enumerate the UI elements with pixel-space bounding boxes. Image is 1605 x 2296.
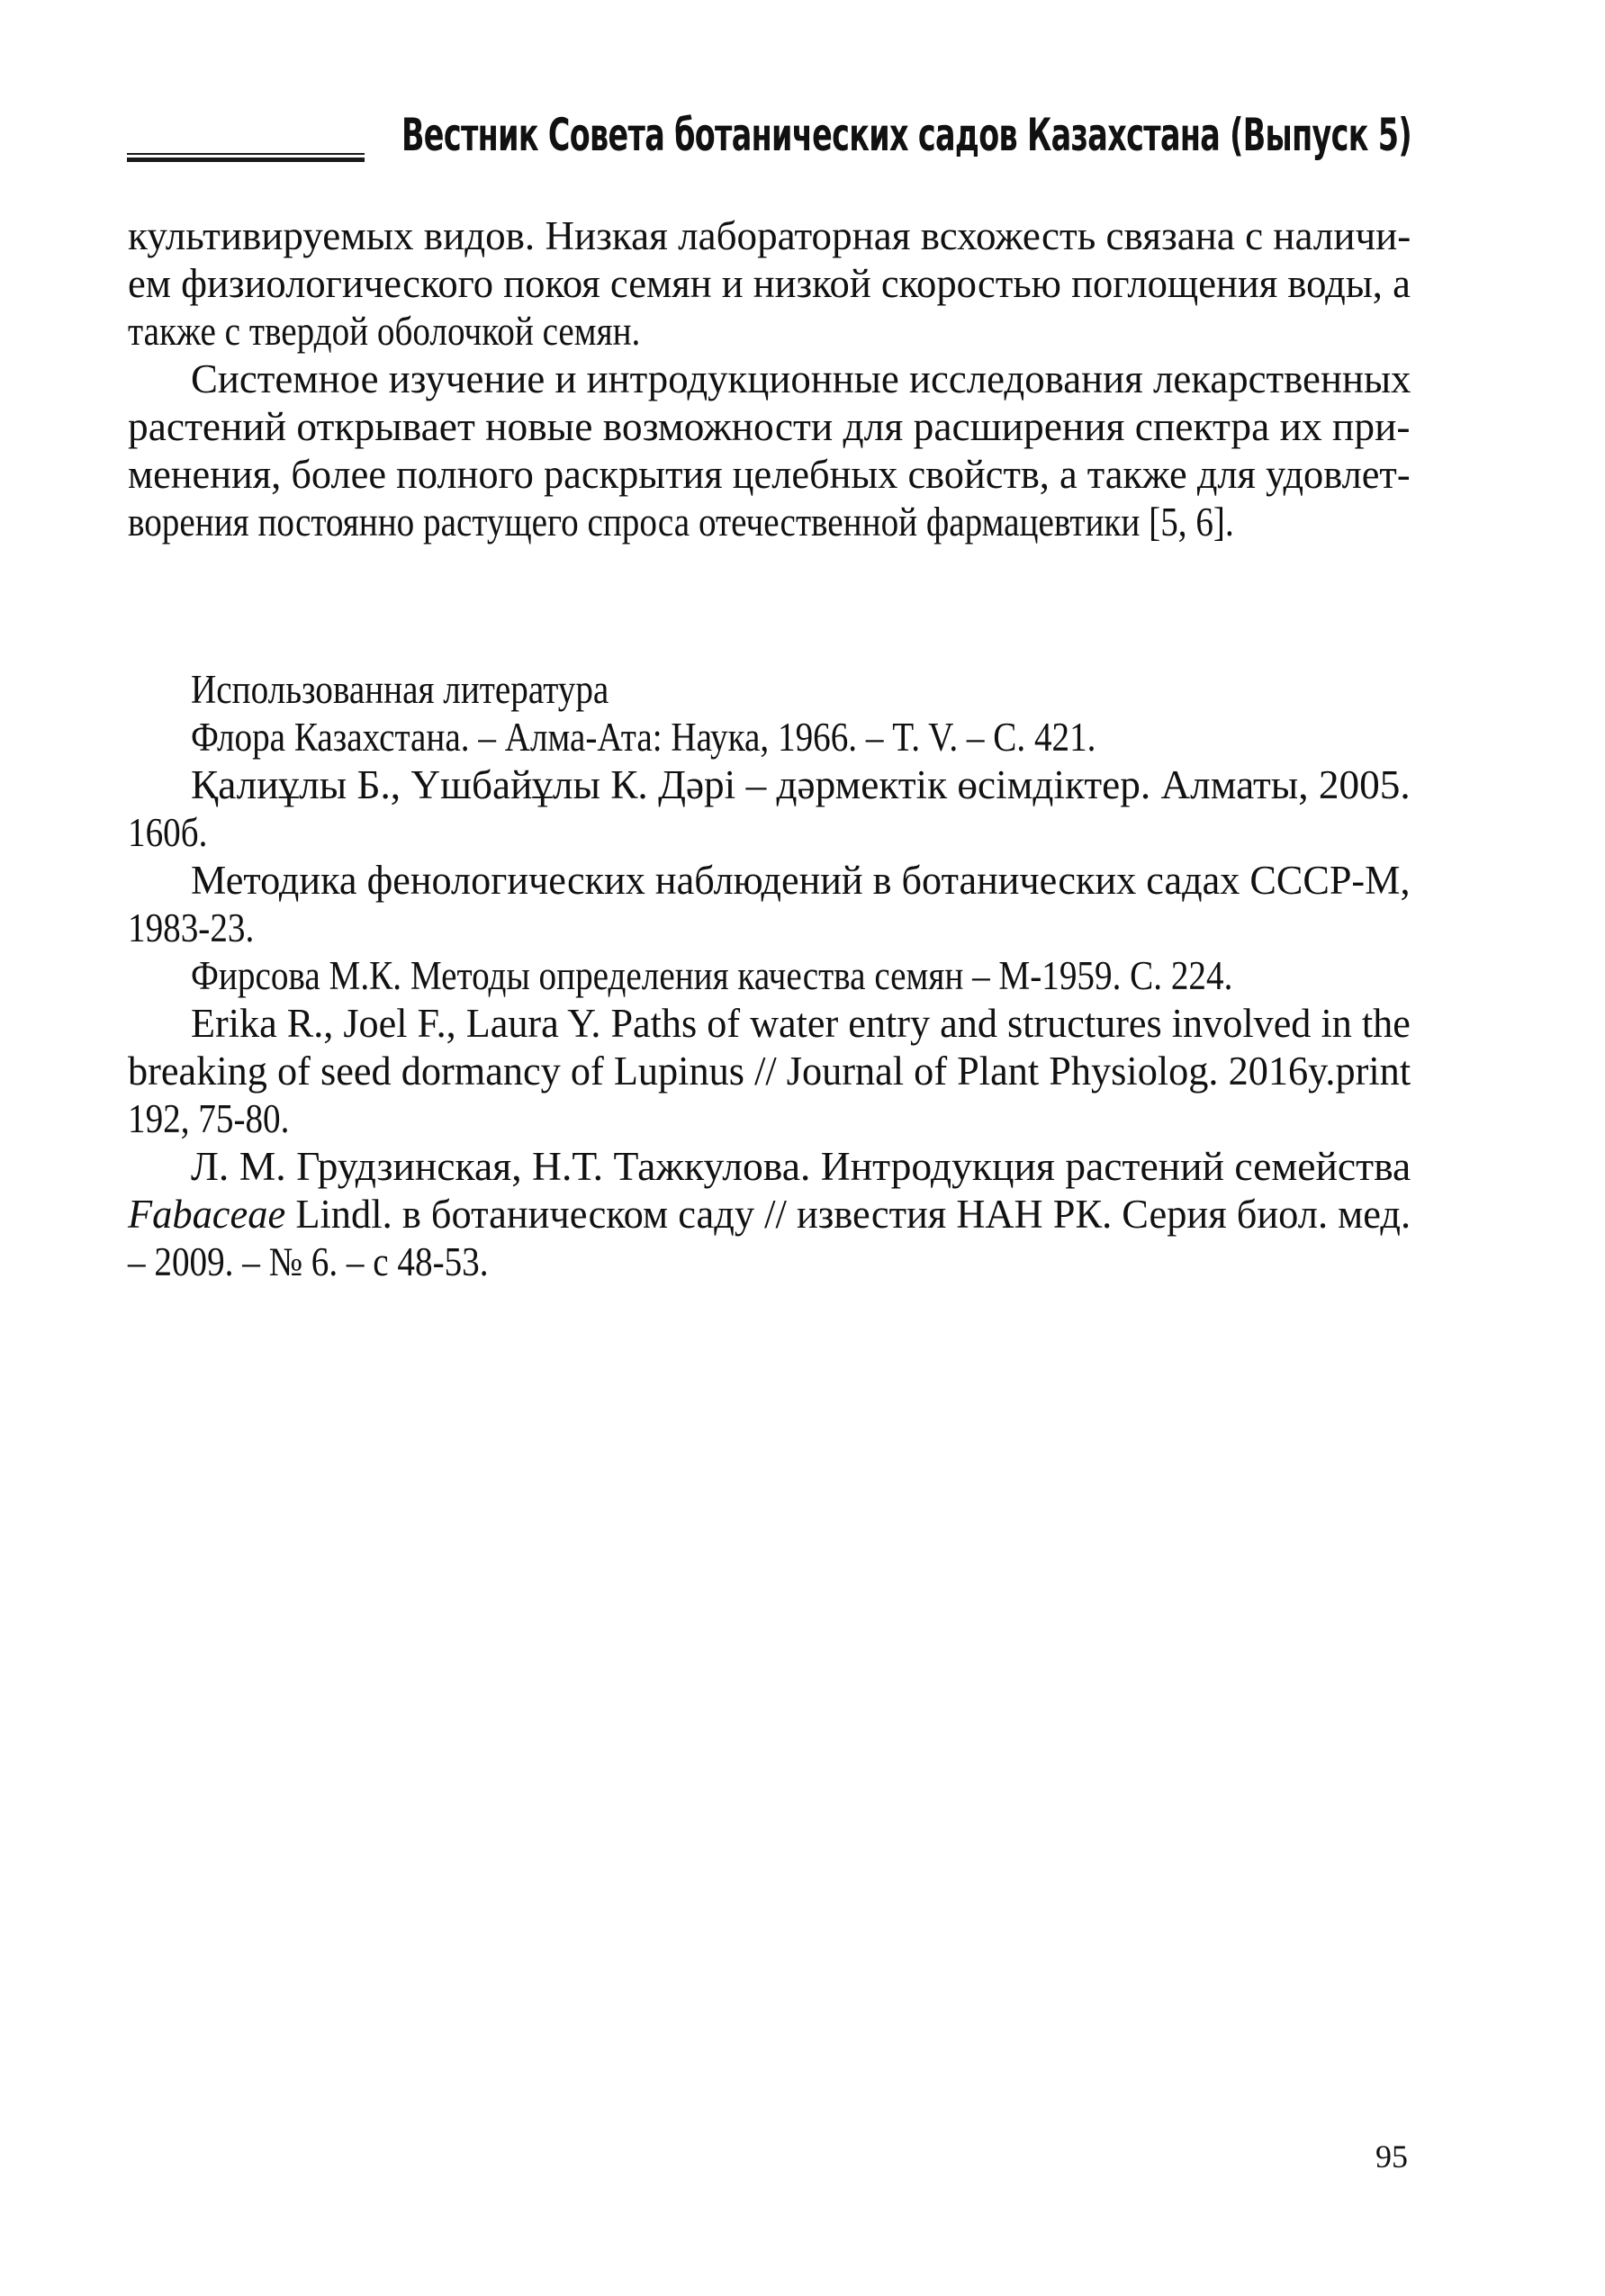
text-line: [128, 1191, 1411, 1238]
reference-item-6-line-3: [128, 1238, 1411, 1286]
running-header-text: Вестник Совета ботанических садов Казахстана (Выпуск 5): [401, 109, 1411, 161]
body-paragraph-2-line-1: [191, 356, 1411, 403]
text-line: растений открывает новые возможности для расширения спектра их при-: [128, 404, 1411, 449]
text-line: Использованная литература: [191, 667, 609, 712]
body-paragraph-1-line-2: [128, 260, 1411, 308]
reference-item-2-line-1: [191, 761, 1411, 809]
text-line: – 2009. – № 6. – с 48-53.: [128, 1239, 489, 1284]
text-line: Фирсова М.К. Методы определения качества семян – М-1959. С. 224.: [191, 953, 1233, 998]
taxon-name-italic: Fabaceae: [128, 1192, 286, 1237]
reference-item-6-line-2: [128, 1191, 1411, 1238]
text-line: Erika R., Joel F., Laura Y. Paths of water entry and structures involved in the: [191, 1001, 1411, 1046]
header-double-rule: [127, 153, 365, 163]
reference-item-3-line-1: [191, 857, 1411, 905]
text-line: Методика фенологических наблюдений в ботанических садах СССР-М,: [191, 858, 1411, 903]
text-line: ем физиологического покоя семян и низкой скоростью поглощения воды, а: [128, 261, 1411, 306]
references-heading: [191, 666, 1411, 714]
text-line: 1983-23.: [128, 905, 255, 950]
text-line: также с твердой оболочкой семян.: [128, 309, 641, 354]
reference-item-4-line-1: [191, 952, 1411, 1000]
header-rule-thin: [127, 153, 365, 155]
page-number: 95: [1375, 2138, 1408, 2174]
text-line: 160б.: [128, 810, 208, 855]
text-line: Флора Казахстана. – Алма-Ата: Наука, 1966. – T. V. – C. 421.: [191, 715, 1096, 760]
running-header-title: [401, 106, 1411, 164]
body-paragraph-1-line-1: [128, 212, 1411, 260]
reference-item-3-line-2: [128, 905, 1411, 952]
body-paragraph-2-line-2: [128, 403, 1411, 451]
reference-item-2-line-2: [128, 809, 1411, 857]
reference-item-1-line-1: [191, 714, 1411, 761]
text-line: менения, более полного раскрытия целебных свойств, а также для удовлет-: [128, 452, 1411, 497]
text-segment: Lindl. в ботаническом саду // известия НАН РК. Серия биол. мед.: [285, 1192, 1411, 1237]
body-paragraph-2-line-4: [128, 499, 1411, 546]
body-paragraph-2-line-3: [128, 451, 1411, 499]
text-line: Қалиұлы Б., Үшбайұлы К. Дәрі – дәрмектік өсімдіктер. Алматы, 2005.: [191, 762, 1411, 807]
reference-item-6-line-1: [191, 1143, 1411, 1191]
text-line: Л. М. Грудзинская, Н.Т. Тажкулова. Интродукция растений семейства: [191, 1144, 1411, 1189]
header-rule-thick: [127, 158, 365, 162]
text-line: ворения постоянно растущего спроса отечественной фармацевтики [5, 6].: [128, 500, 1234, 545]
reference-item-5-line-1: [191, 1000, 1411, 1048]
text-line: breaking of seed dormancy of Lupinus // Journal of Plant Physiolog. 2016y.print: [128, 1049, 1411, 1094]
reference-item-5-line-2: [128, 1048, 1411, 1095]
text-line: культивируемых видов. Низкая лабораторная всхожесть связана с наличи-: [128, 213, 1411, 258]
reference-item-5-line-3: [128, 1095, 1411, 1143]
text-line: Системное изучение и интродукционные исследования лекарственных: [191, 356, 1411, 401]
text-line: 192, 75-80.: [128, 1096, 290, 1141]
body-paragraph-1-line-3: [128, 308, 1411, 356]
